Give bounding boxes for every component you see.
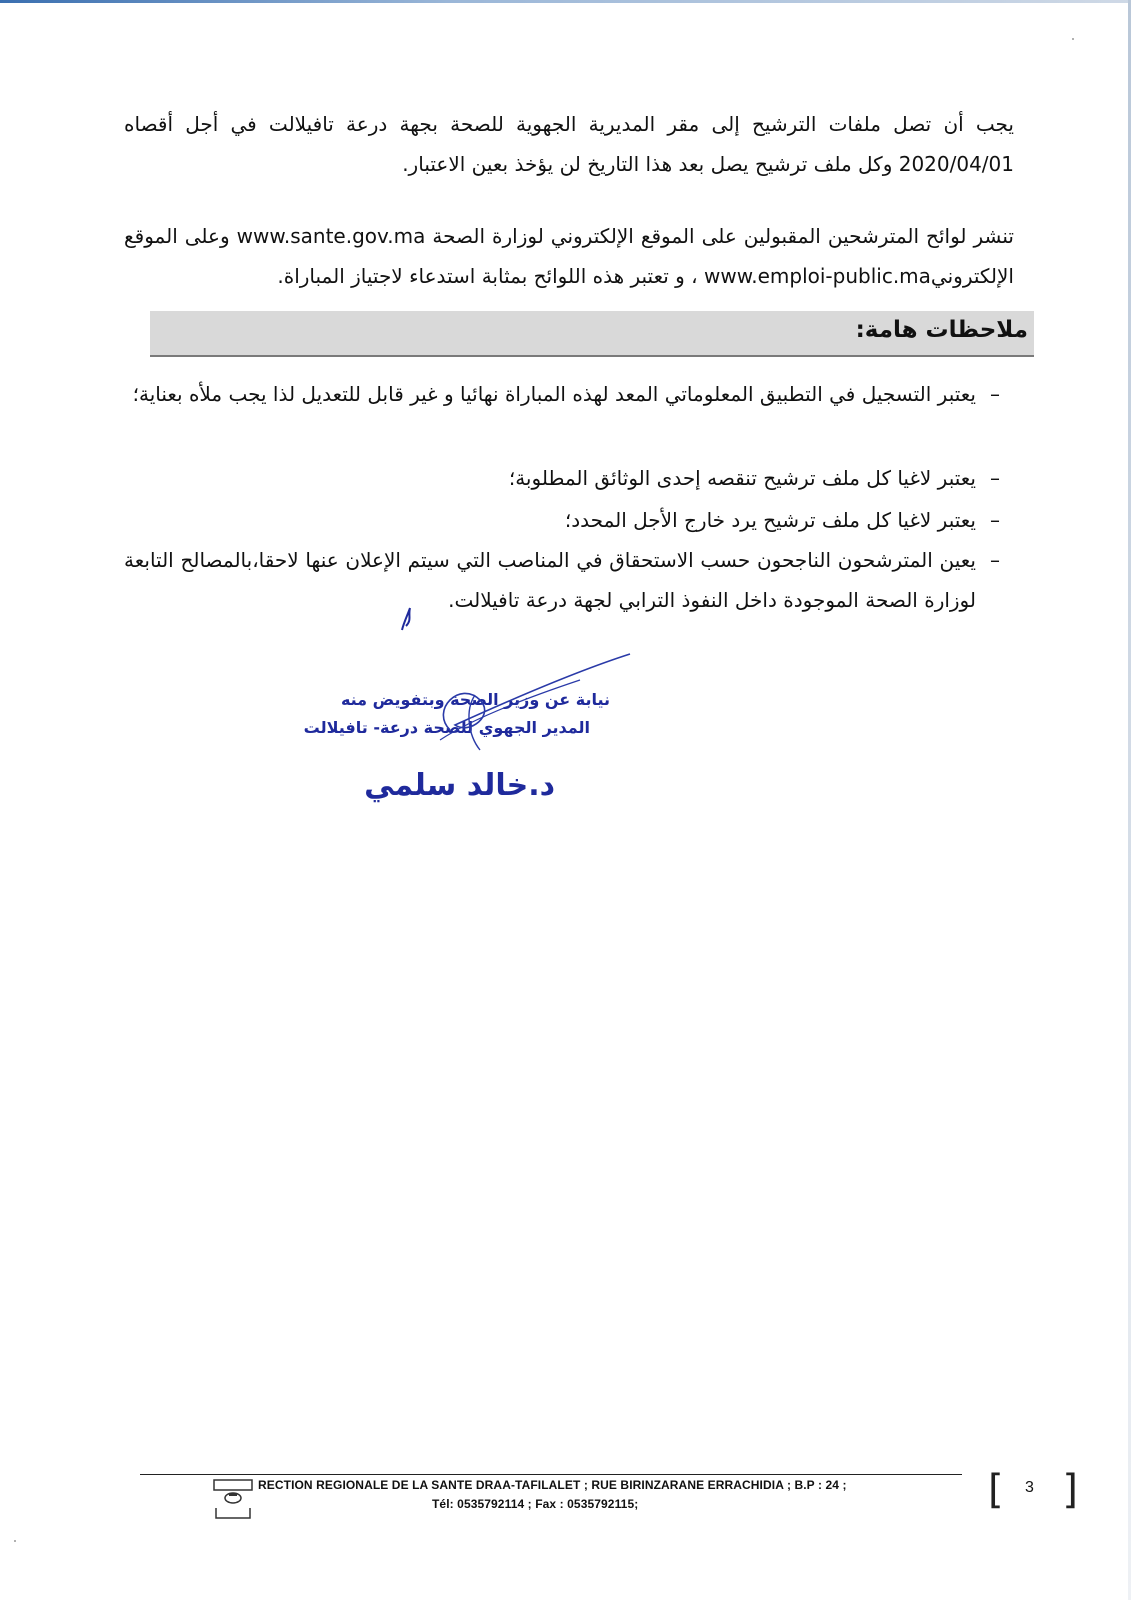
footer-address: RECTION REGIONALE DE LA SANTE DRAA-TAFILALET ; RUE BIRINZARANE ERRACHIDIA ; B.P : 24 ; [258,1478,847,1492]
scan-edge [0,0,1131,3]
note-dash: – [990,548,1000,572]
note-text: يعتبر لاغيا كل ملف ترشيح يرد خارج الأجل المحدد؛ [564,508,976,532]
scan-speck [1072,38,1074,40]
page-bracket-close: ] [1062,1467,1078,1513]
note-dash: – [990,466,1000,490]
footer-divider [140,1474,962,1475]
handwritten-signature [280,640,660,840]
page-number-box [988,1468,1078,1518]
note-dash: – [990,508,1000,532]
publication-paragraph: تنشر لوائح المترشحين المقبولين على الموقع الإلكتروني لوزارة الصحة www.sante.gov.ma وعلى الموقع الإلكترونيwww.emploi-public.ma ، و تعتبر هذه اللوائح بمثابة استدعاء لاجتياز المباراة. [124,224,1014,288]
note-item [124,540,1014,620]
notes-title: ملاحظات هامة: [855,317,1028,343]
note-dash: – [990,382,1000,406]
notes-heading-bar [150,311,1034,357]
note-item [124,458,1014,498]
stamp-delegation-line: نيابة عن وزير الصحة وبتفويض منه [340,690,610,709]
scan-speck [14,1540,16,1542]
deadline-paragraph: يجب أن تصل ملفات الترشيح إلى مقر المديرية الجهوية للصحة بجهة درعة تافيلالت في أجل أقصاه 2020/04/01 وكل ملف ترشيح يصل بعد هذا التاريخ لن يؤخذ بعين الاعتبار. [124,112,1014,176]
note-text: يعتبر التسجيل في التطبيق المعلوماتي المعد لهذه المباراة نهائيا و غير قابل للتعديل لذا يجب ملأه بعناية؛ [132,382,976,406]
note-item [124,374,1014,414]
stamp-title-line: المدير الجهوي للصحة درعة- تافيلالت [303,718,590,737]
note-text: يعين المترشحون الناجحون حسب الاستحقاق في المناصب التي سيتم الإعلان عنها لاحقا،بالمصالح التابعة لوزارة الصحة الموجودة داخل النفوذ الترابي لجهة درعة تافيلالت. [124,548,976,612]
ministry-logo-icon [212,1478,254,1522]
note-item [124,500,1014,540]
note-text: يعتبر لاغيا كل ملف ترشيح تنقصه إحدى الوثائق المطلوبة؛ [508,466,976,490]
stamp-signatory-name: د.خالد سلمي [364,768,555,803]
footer-contact: Tél: 0535792114 ; Fax : 0535792115; [432,1497,639,1511]
page-number: 3 [1025,1479,1034,1496]
page-bracket-open: [ [988,1467,1004,1513]
signature-stamp [280,640,660,840]
initial-mark [398,604,418,634]
